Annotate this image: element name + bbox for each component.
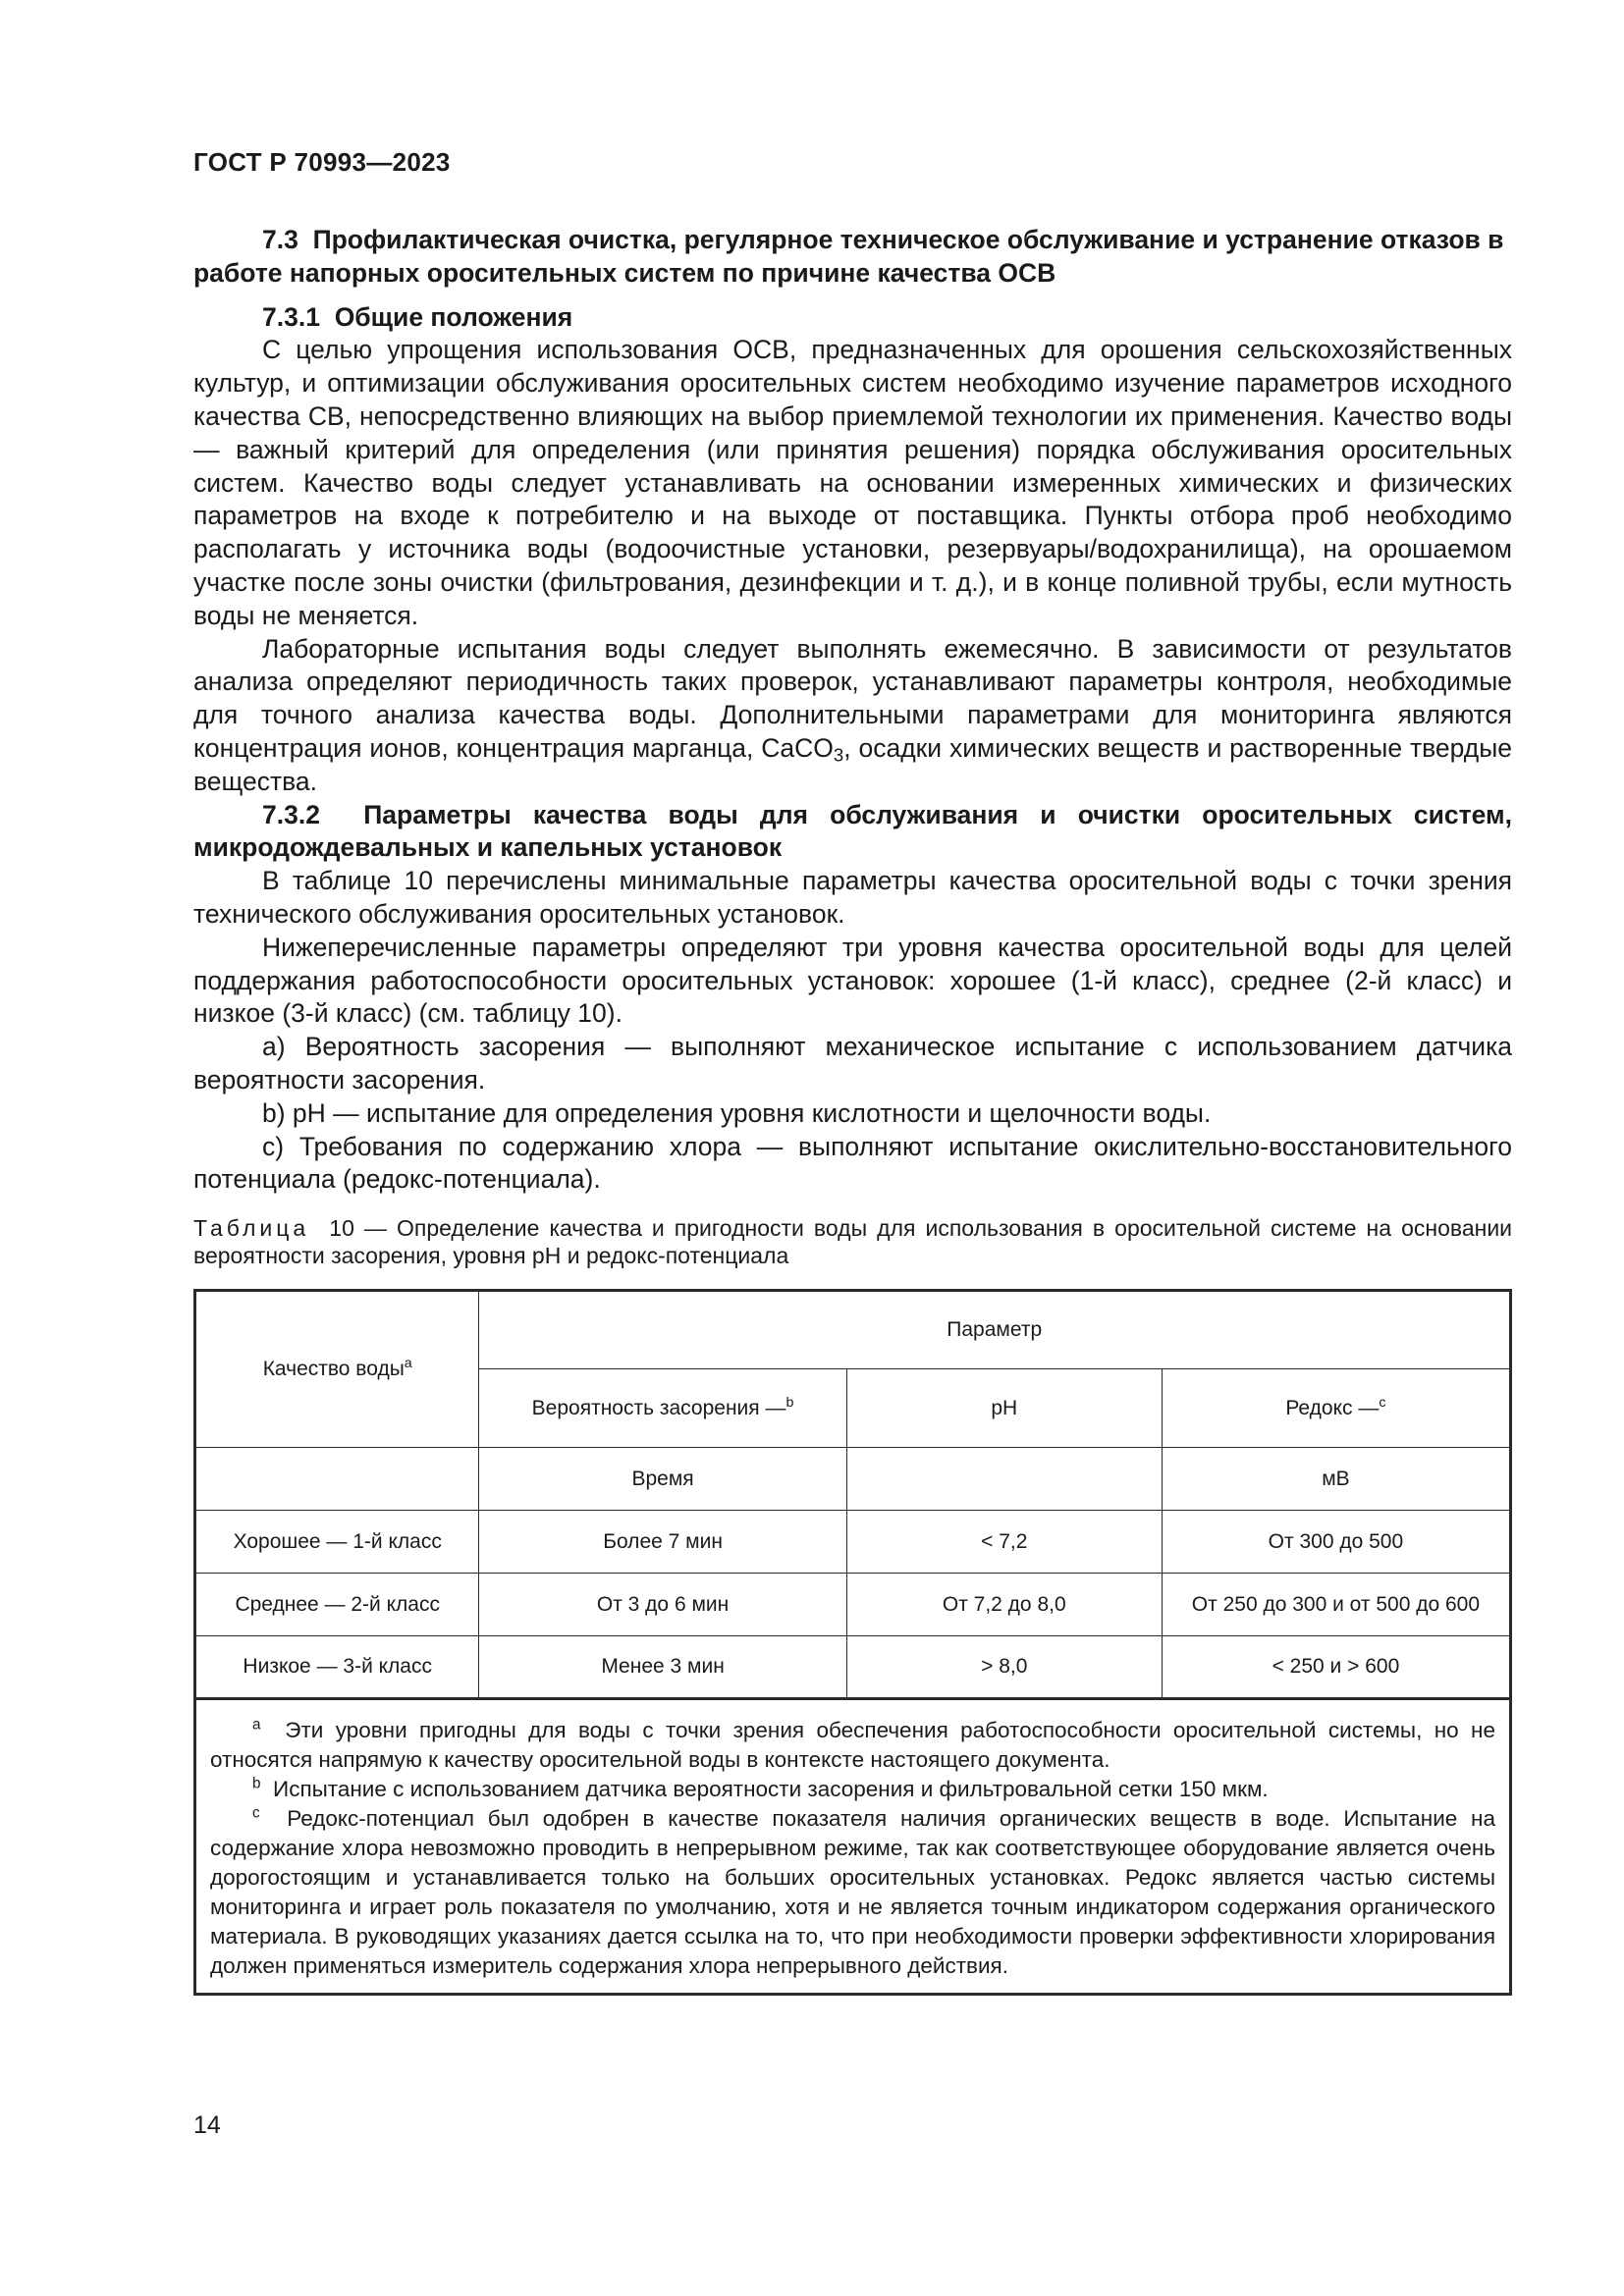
table-cell: Среднее — 2-й класс [195,1574,479,1636]
table-cell: Более 7 мин [479,1511,846,1574]
table-cell: Низкое — 3-й класс [195,1636,479,1699]
note-text: Эти уровни пригодны для воды с точки зрения обеспечения работоспособности оросительной системы, но не относятся напрямую к качеству оросительной воды в контексте настоящего документа. [210,1718,1495,1772]
section-heading-7-3-2 [193,799,1512,866]
units-cell [195,1448,479,1511]
section-heading-7-3-1 [193,301,1512,335]
table-cell: От 3 до 6 мин [479,1574,846,1636]
table-caption-text: 10 — Определение качества и пригодности воды для использования в оросительной системе на основании вероятности засорения, уровня pH и редокс-потенциала [193,1215,1513,1268]
page-number: 14 [193,2111,221,2139]
paragraph: В таблице 10 перечислены минимальные параметры качества оросительной воды с точки зрения технического обслуживания оросительных установок. [193,866,1512,929]
table-caption [193,1214,1512,1269]
section-number: 7.3.1 [262,301,320,332]
table-caption-label: Таблица [193,1215,310,1241]
header-ph: pH [846,1369,1162,1448]
table-header-row [195,1291,1511,1369]
table-note-c [210,1804,1495,1981]
section-title: Профилактическая очистка, регулярное техническое обслуживание и устранение отказов в работе напорных оросительных систем по причине качества ОСВ [193,225,1504,288]
note-text: Редокс-потенциал был одобрен в качестве показателя наличия органических веществ в воде. Испытание на содержание хлора невозможно проводить в непрерывном режиме, так как соответствующее оборудование является очень дорогостоящим и устанавливается только на больших оросительных установках. Редокс является частью системы мониторинга и играет роль показателя по умолчанию, хотя и не является точным индикатором содержания органического материала. В руководящих указаниях дается ссылка на то, что при необходимости проверки эффективности хлорирования должен применяться измеритель содержания хлора непрерывного действия. [210,1806,1495,1978]
note-mark: a [252,1716,261,1734]
table-note-b [210,1775,1495,1804]
header-parameter: Параметр [479,1291,1511,1369]
table-notes [195,1699,1511,1995]
list-item-c: c) Требования по содержанию хлора — выполняют испытание окислительно-восстановительного потенциала (редокс-потенциала). [193,1131,1512,1195]
section-number: 7.3 [262,225,298,254]
table-row [195,1574,1511,1636]
table-cell: От 300 до 500 [1162,1511,1510,1574]
table-cell: Хорошее — 1-й класс [195,1511,479,1574]
document-code-header: ГОСТ Р 70993—2023 [193,147,451,177]
section-number: 7.3.2 [262,799,320,829]
paragraph-text: Лабораторные испытания воды следует выполнять ежемесячно. В зависимости от результатов анализа определяют периодичность таких проверок, устанавливают параметры контроля, необходимые для точного анализа качества воды. Дополнительными параметрами для мониторинга являются концентрация ионов, концентрация марганца, CaCO [193,633,1512,763]
units-cell [846,1448,1162,1511]
header-clog: Вероятность засорения —$^b$ [479,1369,846,1448]
section-title: Параметры качества воды для обслуживания и очистки оросительных систем, микродождевальных и капельных установок [193,799,1512,863]
table-cell: От 7,2 до 8,0 [846,1574,1162,1636]
note-mark: c [252,1804,260,1822]
section-title: Общие положения [334,301,573,332]
section-heading-7-3 [193,224,1512,291]
table-row [195,1636,1511,1699]
note-mark: b [252,1775,261,1792]
body-text [193,224,1512,1197]
paragraph: Нижеперечисленные параметры определяют три уровня качества оросительной воды для целей поддержания работоспособности оросительных установок: хорошее (1-й класс), среднее (2-й класс) и низкое (3-й класс) (см. таблицу 10). [193,932,1512,1029]
water-quality-table [193,1289,1512,1996]
header-quality: Качество воды$^a$ [195,1291,479,1448]
paragraph: С целью упрощения использования ОСВ, предназначенных для орошения сельскохозяйственных культур, и оптимизации обслуживания оросительных систем необходимо изучение параметров исходного качества СВ, непосредственно влияющих на выбор приемлемой технологии их применения. Качество воды — важный критерий для определения (или принятия решения) порядка обслуживания оросительных систем. Качество воды следует устанавливать на основании измеренных химических и физических параметров на входе к потребителю и на выходе от поставщика. Пункты отбора проб необходимо располагать у источника воды (водоочистные установки, резервуары/водохранилища), на орошаемом участке после зоны очистки (фильтрования, дезинфекции и т. д.), и в конце поливной трубы, если мутность воды не меняется. [193,335,1512,630]
list-item-a: a) Вероятность засорения — выполняют механическое испытание с использованием датчика вероятности засорения. [193,1032,1512,1095]
table-cell: > 8,0 [846,1636,1162,1699]
list-item-b: b) pH — испытание для определения уровня кислотности и щелочности воды. [262,1097,1212,1128]
table-cell: От 250 до 300 и от 500 до 600 [1162,1574,1510,1636]
table-note-a [210,1716,1495,1775]
paragraph-text: , осадки химических веществ и растворенные твердые вещества. [193,732,1513,796]
units-cell: мВ [1162,1448,1510,1511]
table-cell: < 7,2 [846,1511,1162,1574]
table-cell: Менее 3 мин [479,1636,846,1699]
table-cell: < 250 и > 600 [1162,1636,1510,1699]
table-notes-row [195,1699,1511,1995]
paragraph [193,633,1512,799]
subscript: 3 [833,744,844,766]
header-redox: Редокс —$^c$ [1162,1369,1510,1448]
units-cell: Время [479,1448,846,1511]
note-text: Испытание с использованием датчика вероятности засорения и фильтровальной сетки 150 мкм. [273,1777,1269,1801]
table-units-row [195,1448,1511,1511]
table-row [195,1511,1511,1574]
